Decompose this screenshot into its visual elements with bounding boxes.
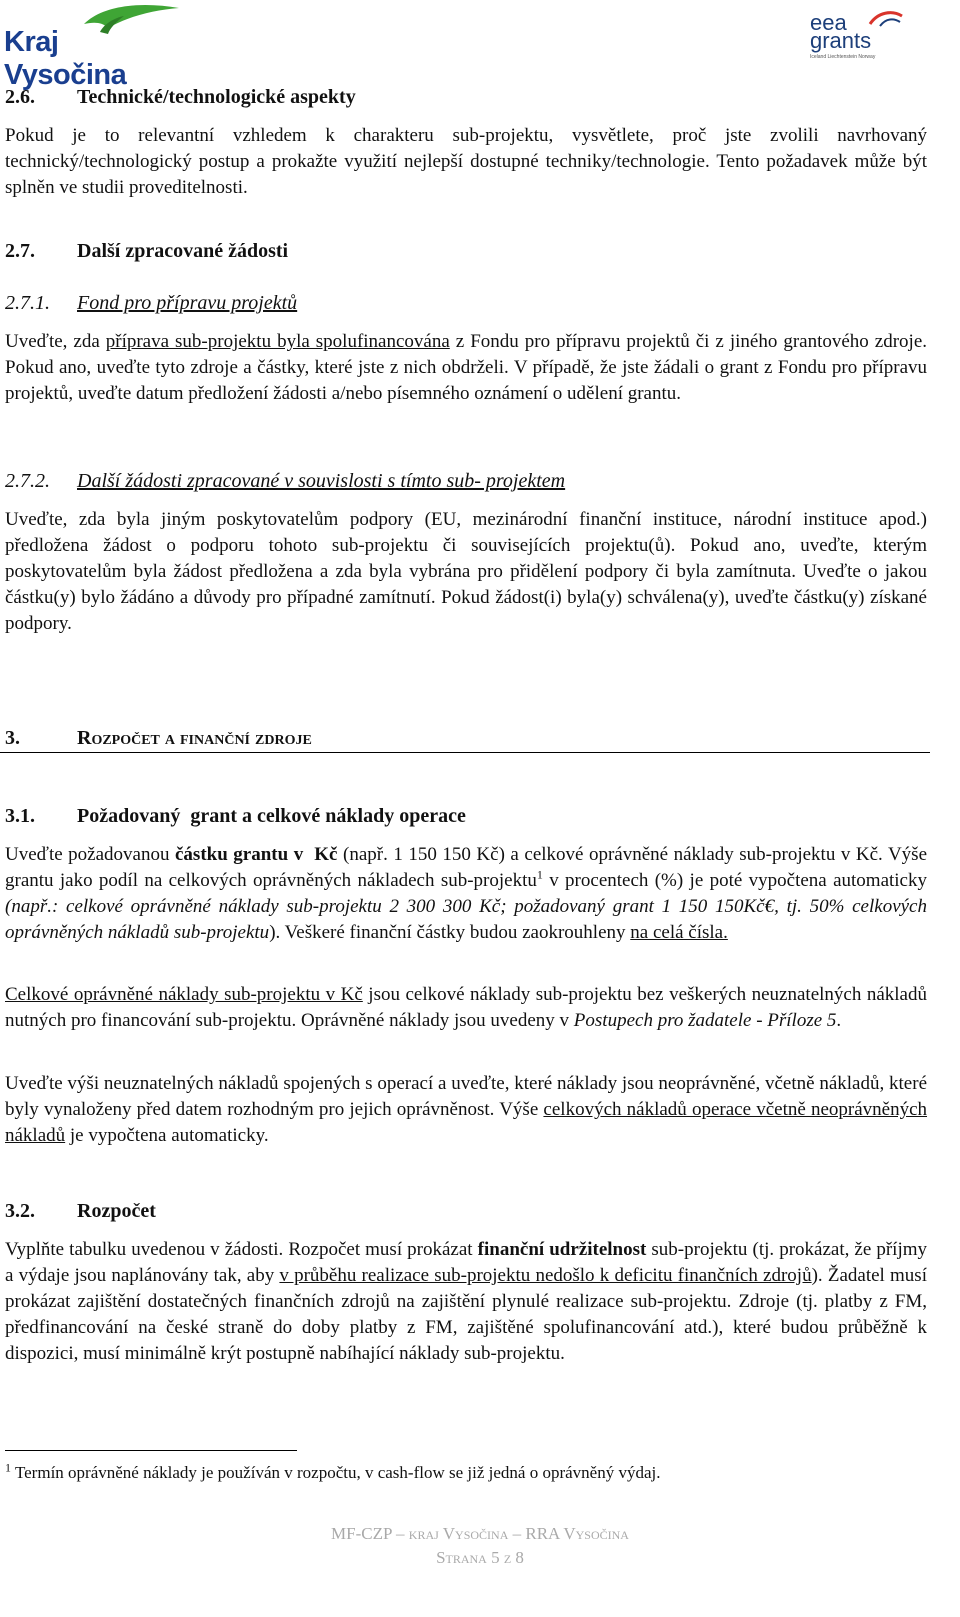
body-text: v procentech (%) je poté vypočtena automaticky [542,870,927,891]
section-3-1-number: 3.1. [5,805,35,827]
eea-text: eea [810,10,847,35]
body-text: . [836,1010,842,1031]
footnote-text: Termín oprávněné náklady je používán v rozpočtu, v cash-flow se již jedná o oprávněný výdaj. [11,1463,661,1482]
underlined-text: celkových nákladů operace včetně neoprávněných nákladů [5,1099,928,1146]
footnote-number: 1 [5,1460,11,1475]
section-2-7-1-title: Fond pro přípravu projektů [77,292,298,314]
section-2-7-2-title: Další žádosti zpracované v souvislosti s tímto sub- projektem [77,470,566,492]
bold-text: částku grantu v Kč [175,844,338,865]
footnote [5,1460,661,1483]
section-2-6-title: Technické/technologické aspekty [77,86,356,108]
section-2-7-2-body: Uveďte, zda byla jiným poskytovatelům podpory (EU, mezinárodní finanční instituce, národní instituce apod.) předložena žádost o podporu tohoto sub-projektu či souvisejících projektu(ů). Pokud ano, uveďte, kterým poskytovatelům byla žádost předložena a zda byla vybrána pro přidělení podpory či byla zamítnuta. Uveďte o jakou částku(y) bylo žádáno a důvody pro případné zamítnutí. Pokud žádost(i) byla(y) schválena(y), uveďte částku(y) získané podpory. [5,509,927,634]
body-text: ). Veškeré finanční částky budou zaokrouhleny [269,922,631,943]
section-2-7-title: Další zpracované žádosti [77,240,289,262]
underlined-text: na celá čísla. [630,922,728,943]
body-text: z Fondu pro přípravu projektů či z jiného grantového zdroje. Pokud ano, uveďte tyto zdroje a částky, které jste z nich obdrželi. V případě, že jste žádali o grant z Fondu pro přípravu projektů, uveďte datum předložení žádosti a/nebo písemného oznámení o udělení grantu. [5,331,928,404]
section-3-title: Rozpočet a finanční zdroje [77,727,312,749]
section-2-7-2-number: 2.7.2. [5,470,50,492]
body-text: Uveďte požadovanou [5,844,175,865]
page-footer-page-number: Strana 5 z 8 [436,1548,524,1567]
logo-text-kraj-vysocina: Kraj Vysočina [4,26,127,91]
eea-grants-logo [808,4,908,62]
body-text: sub-projektu (tj. prokázat, že příjmy a výdaje jsou naplánovány tak, aby [5,1239,927,1286]
section-3-1-para-3 [5,1071,927,1149]
section-2-6-body: Pokud je to relevantní vzhledem k charakteru sub-projektu, vysvětlete, proč jste zvolili navrhovaný technický/technologický postup a prokažte využití nejlepší dostupné techniky/technologie. Tento požadavek může být splněn ve studii proveditelnosti. [5,125,927,198]
body-text: jsou celkové náklady sub-projektu bez veškerých neuznatelných nákladů nutných pro financování sub-projektu. Oprávněné náklady jsou uvedeny v [5,984,927,1031]
eea-subtext: Iceland Liechtenstein Norway [810,54,876,60]
footnote-separator [5,1450,297,1451]
underlined-text: v průběhu realizace sub-projektu nedošlo k deficitu finančních zdrojů [279,1265,812,1286]
underlined-text: příprava sub-projektu byla spolufinancována [105,331,450,352]
grants-text: grants [810,28,872,53]
section-2-6-number: 2.6. [5,86,35,108]
kraj-vysocina-logo [4,2,184,91]
section-2-7-1-body [5,329,927,407]
bold-text: finanční udržitelnost [477,1239,647,1260]
footnote-reference: 1 [536,867,543,882]
body-text: Uveďte, zda [5,331,106,352]
section-2-7-1-number: 2.7.1. [5,292,50,314]
section-3-2-body [5,1237,927,1367]
body-text: Uveďte výši neuznatelných nákladů spojených s operací a uveďte, které náklady jsou neoprávněné, včetně nákladů, které byly vynaloženy před datem rozhodným pro jejich oprávněnost. Výše [5,1073,927,1120]
section-3-1-para-1 [5,842,927,946]
section-2-7-number: 2.7. [5,240,35,262]
section-3-rule [0,752,930,753]
body-text: je vypočtena automaticky. [65,1125,269,1146]
italic-text: (např.: celkové oprávněné náklady sub-projektu 2 300 300 Kč; požadovaný grant 1 150 150Kč€, tj. 50% celkových oprávněných nákladů sub-projektu [5,896,927,943]
section-3-2-title: Rozpočet [77,1200,156,1222]
italic-text: Postupech pro žadatele - Příloze 5 [573,1010,837,1031]
body-text: (např. 1 150 150 Kč) a celkové oprávněné náklady sub-projektu v Kč. Výše grantu jako podíl na celkových oprávněných nákladech sub-projektu [5,844,928,891]
body-text: Vyplňte tabulku uvedenou v žádosti. Rozpočet musí prokázat [5,1239,478,1260]
eea-grants-swoosh-icon [866,8,906,30]
section-3-1-title: Požadovaný grant a celkové náklady operace [77,805,466,827]
section-3-2-number: 3.2. [5,1200,35,1222]
body-text: ). Žadatel musí prokázat zajištění dostatečných finančních zdrojů na zajištění plynulé realizace sub-projektu. Zdroje (tj. platby z FM, předfinancování na české straně do doby platby z FM, zajištěné spolufinancování atd.), které budou průběžně k dispozici, musí minimálně krýt postupně nabíhající náklady sub-projektu. [5,1265,927,1364]
section-3-number: 3. [5,727,20,749]
underlined-text: Celkové oprávněné náklady sub-projektu v Kč [5,984,363,1005]
page-footer-line-1: MF-CZP – kraj Vysočina – RRA Vysočina [331,1524,629,1543]
section-3-1-para-2 [5,982,927,1034]
